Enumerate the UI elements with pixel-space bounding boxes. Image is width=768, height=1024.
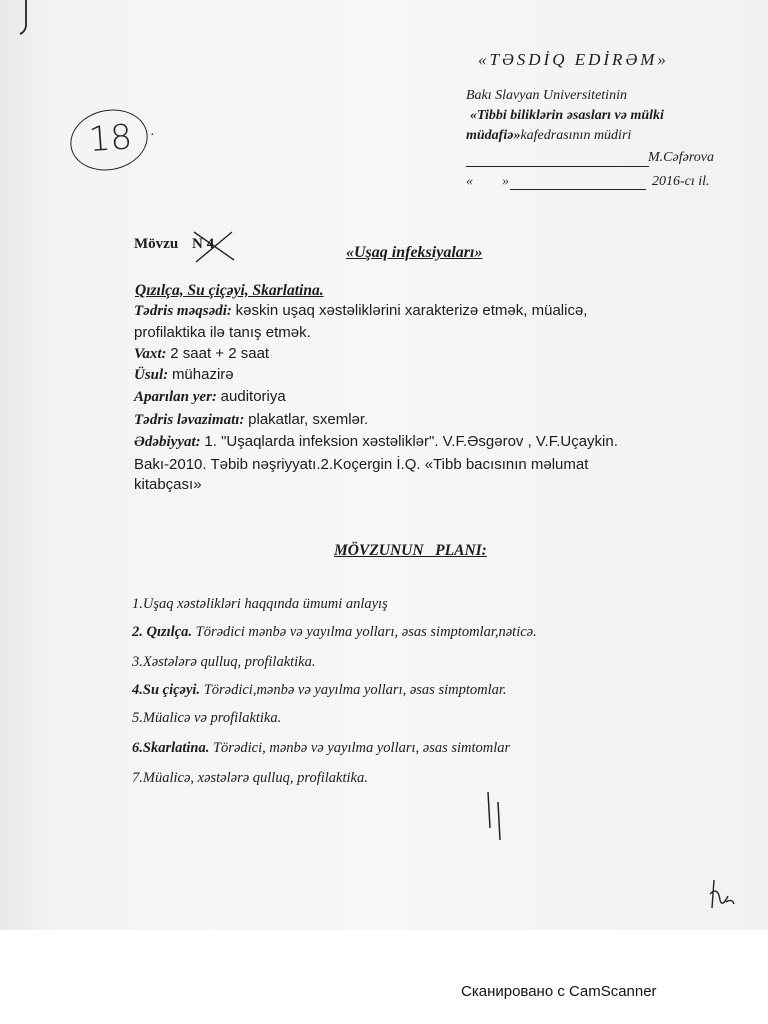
scanner-watermark: Сканировано с CamScanner	[461, 983, 657, 1000]
page-number-circle	[65, 103, 154, 178]
goal-line	[134, 302, 587, 320]
literature-text-1: 1. "Uşaqlarda infeksion xəstəliklər". V.F.Əsgərov , V.F.Uçaykin.	[204, 433, 618, 450]
plan-item-4: 4.Su çiçəyi. Törədici,mənbə və yayılma yolları, əsas simptomlar.	[132, 682, 507, 698]
goal-text-2: profilaktika ilə tanış etmək.	[134, 324, 311, 341]
dot-mark: ·	[150, 128, 155, 143]
approval-university: Bakı Slavyan Universitetinin	[466, 88, 627, 103]
method-line	[134, 366, 234, 384]
plan-item-3: 3.Xəstələrə qulluq, profilaktika.	[132, 654, 316, 670]
equipment-label: Tədris ləvazimatı:	[134, 412, 245, 428]
date-year: 2016-cı il.	[652, 174, 710, 189]
approval-head	[466, 128, 631, 144]
date-open-quote: «	[466, 174, 473, 189]
scan-margin	[0, 930, 768, 1024]
page-number: 18	[87, 117, 134, 161]
plan-item-6: 6.Skarlatina. Törədici, mənbə və yayılma yolları, əsas simtomlar	[132, 740, 511, 756]
method-label: Üsul:	[134, 367, 169, 383]
method-text: mühazirə	[171, 366, 234, 383]
equipment-text: plakatlar, sxemlər.	[248, 411, 369, 428]
topic-title: «Uşaq infeksiyaları»	[346, 244, 483, 261]
place-label: Aparılan yer:	[134, 389, 217, 405]
goal-text-1: kəskin uşaq xəstəliklərini xarakterizə etmək, müalicə,	[235, 302, 588, 319]
signature-line	[466, 166, 649, 167]
plan-heading: MÖVZUNUN PLANI:	[334, 542, 487, 559]
place-line	[134, 388, 286, 406]
pen-stroke-marks	[482, 788, 506, 848]
place-text: auditoriya	[220, 388, 286, 405]
topic-number: N 4	[192, 236, 215, 252]
approval-head-title: kafedrasının müdiri	[520, 128, 632, 143]
plan-item-1: 1.Uşaq xəstəlikləri haqqında ümumi anlayış	[132, 596, 388, 612]
initials-scribble	[700, 876, 744, 916]
time-label: Vaxt:	[134, 346, 167, 362]
topic-number-crossout	[190, 228, 238, 264]
literature-text-3: kitabçası»	[134, 476, 202, 493]
literature-text-2: Bakı-2010. Təbib nəşriyyatı.2.Koçergin İ.Q. «Tibb bacısının məlumat	[134, 456, 589, 473]
literature-label: Ədəbiyyat:	[134, 434, 201, 450]
binding-mark	[14, 0, 34, 40]
plan-item-7: 7.Müalicə, xəstələrə qulluq, profilaktika.	[132, 770, 368, 786]
date-line	[510, 189, 646, 190]
time-text: 2 saat + 2 saat	[170, 345, 270, 362]
approval-department: «Tibbi biliklərin əsasları və mülki	[470, 108, 664, 123]
approval-title: «TƏSDİQ EDİRƏM»	[478, 50, 669, 69]
equipment-line	[134, 411, 368, 429]
literature-line	[134, 433, 618, 451]
goal-label: Tədris məqsədi:	[134, 303, 232, 319]
topic-subtitle: Qızılça, Su çiçəyi, Skarlatina.	[135, 282, 324, 299]
time-line	[134, 345, 269, 363]
plan-item-5: 5.Müalicə və profilaktika.	[132, 710, 282, 726]
approval-department-end: müdafiə»	[466, 128, 521, 143]
topic-label: Mövzu	[134, 236, 179, 252]
plan-item-2: 2. Qızılça. Törədici mənbə və yayılma yolları, əsas simptomlar,nəticə.	[132, 624, 537, 640]
signature-name: M.Cəfərova	[648, 150, 714, 165]
date-close-quote: »	[502, 174, 509, 189]
